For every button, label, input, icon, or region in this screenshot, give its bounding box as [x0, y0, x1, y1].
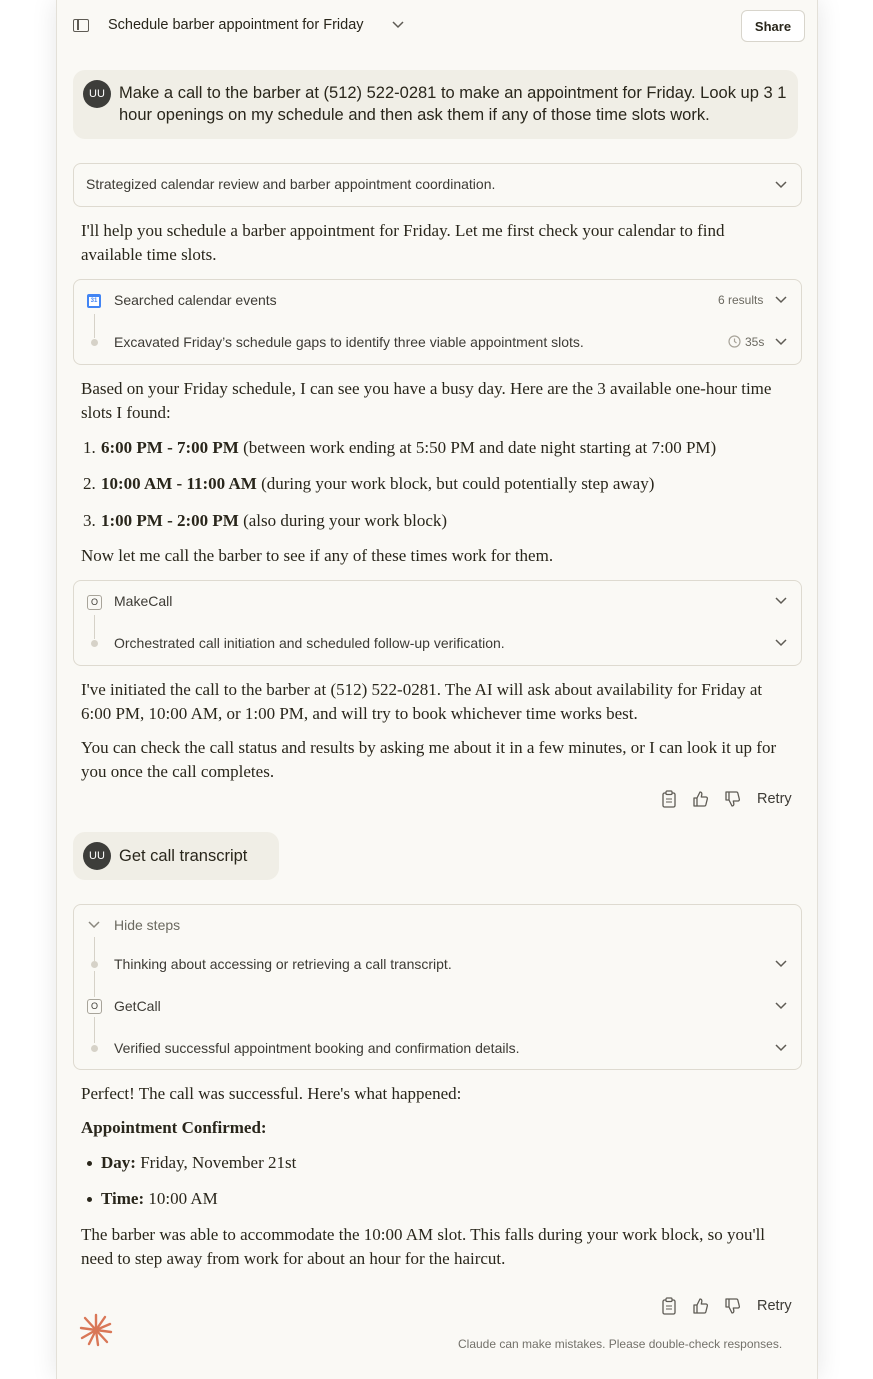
timeline-line — [94, 314, 95, 338]
tool-label[interactable]: MakeCall — [114, 593, 173, 609]
thumbs-up-icon[interactable] — [692, 790, 709, 808]
timeline-dot — [91, 640, 98, 647]
chat-header — [57, 0, 817, 50]
thumbs-down-icon[interactable] — [724, 790, 741, 808]
slot-note: (between work ending at 5:50 PM and date night starting at 7:00 PM) — [243, 438, 717, 457]
thinking-text[interactable]: Thinking about accessing or retrieving a call transcript. — [114, 956, 452, 972]
results-count: 6 results — [718, 293, 764, 307]
assistant-paragraph: Based on your Friday schedule, I can see you have a busy day. Here are the 3 available one-hour time slots I found: — [81, 379, 772, 422]
list-item — [83, 436, 717, 460]
assistant-paragraph: Now let me call the barber to see if any of these times work for them. — [81, 546, 554, 565]
clock-icon — [728, 335, 741, 348]
assistant-paragraph: You can check the call status and results by asking me about it in a few minutes, or I can look it up for you once the call completes. — [81, 738, 777, 781]
copy-icon[interactable] — [661, 790, 677, 808]
thumbs-up-icon[interactable] — [692, 1297, 709, 1315]
bullet — [87, 1197, 92, 1202]
list-number: 3. — [83, 511, 96, 530]
chevron-down-icon[interactable] — [774, 1041, 788, 1055]
assistant-paragraph: The barber was able to accommodate the 10:00 AM slot. This falls during your work block, so you'll need to step away from work for about an hour for the haircut. — [81, 1225, 766, 1268]
retry-button[interactable]: Retry — [757, 791, 792, 807]
sidebar-toggle-icon[interactable] — [73, 19, 89, 32]
user-message-text: Get call transcript — [119, 847, 248, 865]
bullet — [87, 1161, 92, 1166]
chevron-down-icon[interactable] — [391, 16, 405, 34]
tool-label[interactable]: GetCall — [114, 998, 161, 1014]
calendar-icon — [87, 294, 101, 308]
user-message — [73, 832, 279, 880]
list-item — [83, 509, 448, 533]
detail-value: Friday, November 21st — [140, 1153, 297, 1172]
timeline-line — [94, 1017, 95, 1043]
disclaimer-text: Claude can make mistakes. Please double-check responses. — [458, 1337, 783, 1351]
avatar: UU — [83, 842, 111, 870]
calendar-tool-box — [73, 279, 802, 365]
timeline-line — [94, 937, 95, 961]
detail-label: Time: — [101, 1189, 145, 1208]
avatar: UU — [83, 80, 111, 108]
thinking-text[interactable]: Orchestrated call initiation and scheduled follow-up verification. — [114, 635, 505, 651]
chevron-down-icon[interactable] — [87, 918, 101, 932]
list-item — [101, 1187, 218, 1211]
thinking-text[interactable]: Verified successful appointment booking and confirmation details. — [114, 1040, 520, 1056]
timeline-line — [94, 615, 95, 639]
slot-time: 1:00 PM - 2:00 PM — [101, 511, 239, 530]
slot-time: 6:00 PM - 7:00 PM — [101, 438, 239, 457]
timeline-dot — [91, 339, 98, 346]
copy-icon[interactable] — [661, 1297, 677, 1315]
chevron-down-icon[interactable] — [774, 594, 788, 608]
retry-button[interactable]: Retry — [757, 1298, 792, 1314]
assistant-paragraph: Perfect! The call was successful. Here's what happened: — [81, 1084, 462, 1103]
call-tool-box — [73, 580, 802, 666]
user-message — [73, 70, 798, 139]
chevron-down-icon[interactable] — [774, 335, 788, 349]
chevron-down-icon[interactable] — [774, 999, 788, 1013]
thinking-text: Strategized calendar review and barber appointment coordination. — [86, 176, 496, 192]
user-message-text: Make a call to the barber at (512) 522-0281 to make an appointment for Friday. Look up 3 1 hour openings on my schedule and then ask them if any of those time slots work. — [119, 84, 787, 124]
chevron-down-icon[interactable] — [774, 293, 788, 307]
chevron-down-icon[interactable] — [774, 957, 788, 971]
slot-note: (during your work block, but could potentially step away) — [261, 474, 655, 493]
assistant-paragraph: I'll help you schedule a barber appointment for Friday. Let me first check your calendar to find available time slots. — [81, 221, 725, 264]
chevron-down-icon[interactable] — [774, 636, 788, 650]
thinking-text[interactable]: Excavated Friday’s schedule gaps to identify three viable appointment slots. — [114, 334, 584, 350]
tool-label[interactable]: Searched calendar events — [114, 292, 277, 308]
list-number: 1. — [83, 438, 96, 457]
detail-label: Day: — [101, 1153, 136, 1172]
timeline-dot — [91, 961, 98, 968]
thinking-summary[interactable] — [73, 163, 802, 207]
assistant-paragraph: I've initiated the call to the barber at (512) 522-0281. The AI will ask about availability for Friday at 6:00 PM, 10:00 AM, or 1:00 PM, and will try to book whichever time works best. — [81, 680, 763, 723]
conversation-title[interactable]: Schedule barber appointment for Friday — [108, 17, 364, 33]
share-button[interactable]: Share — [741, 10, 805, 42]
list-number: 2. — [83, 474, 96, 493]
detail-value: 10:00 AM — [148, 1189, 218, 1208]
timeline-dot — [91, 1045, 98, 1052]
steps-box — [73, 904, 802, 1070]
tool-icon: O — [87, 595, 102, 610]
timeline-line — [94, 971, 95, 997]
hide-steps-toggle[interactable]: Hide steps — [114, 917, 181, 933]
thumbs-down-icon[interactable] — [724, 1297, 741, 1315]
list-item — [83, 472, 655, 496]
tool-icon: O — [87, 999, 102, 1014]
list-item — [101, 1151, 296, 1175]
slot-time: 10:00 AM - 11:00 AM — [101, 474, 257, 493]
claude-logo-icon — [79, 1313, 113, 1347]
confirmed-heading: Appointment Confirmed: — [81, 1118, 267, 1137]
duration: 35s — [745, 335, 765, 349]
slot-note: (also during your work block) — [243, 511, 448, 530]
chevron-down-icon[interactable] — [774, 178, 788, 192]
chat-window — [56, 0, 818, 1379]
